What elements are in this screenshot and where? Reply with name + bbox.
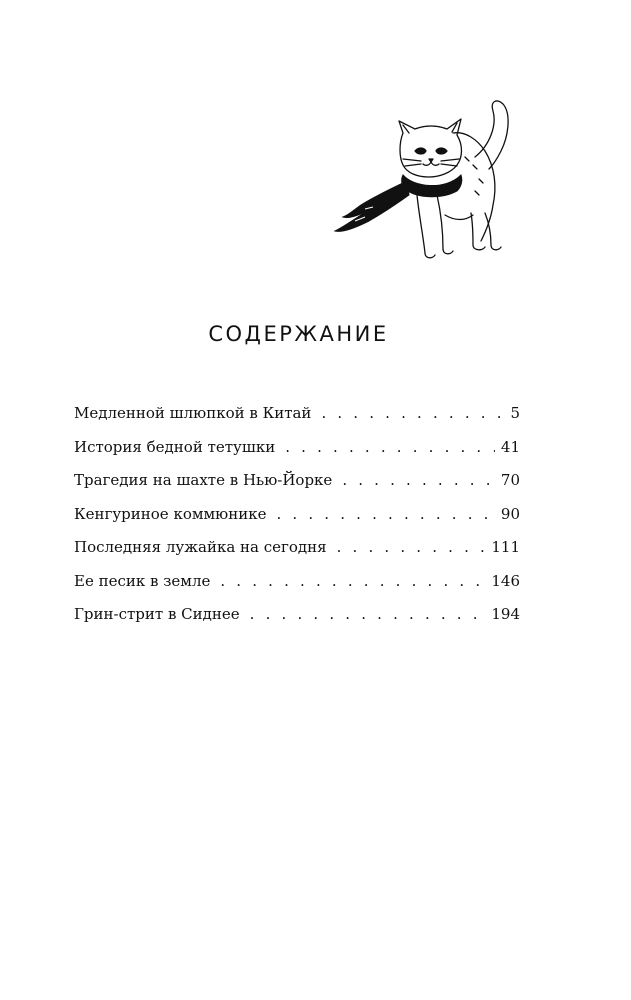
toc-entry-page: 194 [491, 605, 520, 623]
toc-entry-page: 70 [500, 471, 520, 489]
toc-entry-title: Медленной шлюпкой в Китай [74, 404, 312, 422]
toc-entry[interactable] [74, 537, 520, 571]
toc-dot-leader [277, 504, 495, 524]
toc-entry-page: 111 [491, 538, 520, 556]
toc-dot-leader [220, 571, 485, 591]
toc-entry[interactable] [74, 604, 520, 638]
contents-list [74, 403, 520, 638]
toc-dot-leader [337, 537, 486, 557]
toc-entry-title: Кенгуриное коммюнике [74, 504, 267, 523]
toc-dot-leader [250, 604, 486, 624]
toc-entry[interactable] [74, 437, 520, 471]
toc-dot-leader [342, 470, 495, 490]
toc-entry-title: Грин-стрит в Сиднее [74, 605, 240, 623]
toc-dot-leader [321, 403, 504, 423]
toc-entry-title: История бедной тетушки [74, 437, 276, 456]
toc-dot-leader [285, 437, 495, 457]
toc-entry[interactable] [74, 470, 520, 504]
toc-entry-title: Трагедия на шахте в Нью-Йорке [74, 471, 333, 489]
toc-entry-page: 41 [500, 437, 520, 456]
cat-with-scarf-icon [325, 95, 525, 270]
contents-title: СОДЕРЖАНИЕ [208, 322, 389, 346]
toc-entry[interactable] [74, 403, 520, 437]
toc-entry-title: Последняя лужайка на сегодня [74, 538, 327, 556]
toc-entry[interactable] [74, 504, 520, 538]
toc-entry-title: Ее песик в земле [74, 571, 211, 590]
toc-entry-page: 146 [491, 571, 520, 590]
toc-entry-page: 5 [510, 404, 520, 422]
toc-entry-page: 90 [500, 504, 520, 523]
toc-entry[interactable] [74, 571, 520, 605]
